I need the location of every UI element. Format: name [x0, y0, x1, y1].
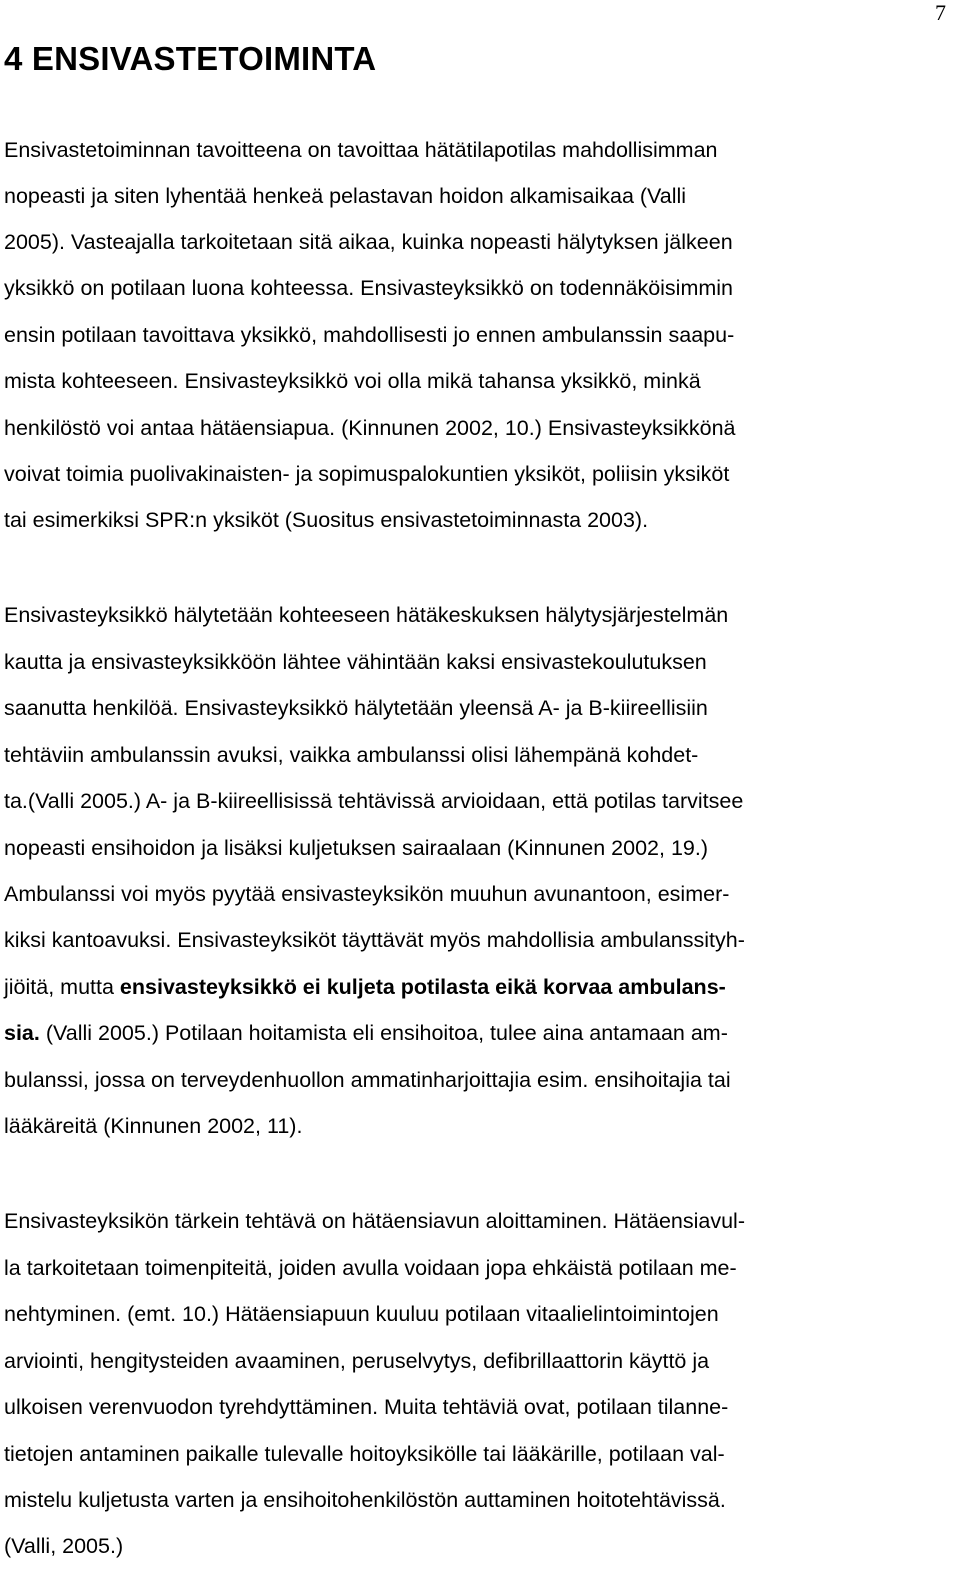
text-segment: tehtäviin ambulanssin avuksi, vaikka ambulanssi olisi lähempänä kohdet- — [4, 743, 699, 767]
text-line — [4, 232, 733, 254]
text-line — [4, 884, 729, 906]
text-segment: nopeasti ja siten lyhentää henkeä pelastavan hoidon alkamisaikaa (Valli — [4, 184, 687, 208]
text-line — [4, 510, 648, 532]
text-line — [4, 1444, 725, 1466]
text-segment: la tarkoitetaan toimenpiteitä, joiden avulla voidaan jopa ehkäistä potilaan me- — [4, 1256, 737, 1280]
text-segment: nehtyminen. (emt. 10.) Hätäensiapuun kuuluu potilaan vitaalielintoimintojen — [4, 1302, 719, 1326]
text-line — [4, 930, 745, 952]
text-line — [4, 1351, 709, 1373]
text-line — [4, 698, 708, 720]
text-segment: kiksi kantoavuksi. Ensivasteyksiköt täyttävät myös mahdollisia ambulanssityh- — [4, 928, 745, 952]
text-segment: tai esimerkiksi SPR:n yksiköt (Suositus ensivastetoiminnasta 2003). — [4, 508, 649, 532]
text-line — [4, 371, 701, 393]
text-line — [4, 1116, 302, 1138]
text-segment: kautta ja ensivasteyksikköön lähtee vähintään kaksi ensivastekoulutuksen — [4, 650, 707, 674]
text-segment: yksikkö on potilaan luona kohteessa. Ensivasteyksikkö on todennäköisimmin — [4, 276, 734, 300]
text-segment: jiöitä, mutta — [4, 975, 120, 999]
text-segment: bulanssi, jossa on terveydenhuollon ammatinharjoittajia esim. ensihoitajia tai — [4, 1068, 731, 1092]
text-line — [4, 278, 733, 300]
text-line — [4, 140, 718, 162]
text-line — [4, 1023, 728, 1045]
text-line — [4, 186, 686, 208]
text-segment: Ensivasteyksikkö hälytetään kohteeseen hätäkeskuksen hälytysjärjestelmän — [4, 603, 729, 627]
text-segment: ulkoisen verenvuodon tyrehdyttäminen. Muita tehtäviä ovat, potilaan tilanne- — [4, 1395, 729, 1419]
text-segment: (Valli, 2005.) — [4, 1534, 124, 1558]
bold-text: ensivasteyksikkö ei kuljeta potilasta eikä korvaa ambulans- — [119, 975, 726, 999]
text-line — [4, 1258, 737, 1280]
text-segment: mista kohteeseen. Ensivasteyksikkö voi olla mikä tahansa yksikkö, minkä — [4, 369, 701, 393]
text-line — [4, 1536, 123, 1558]
text-segment: arviointi, hengitysteiden avaaminen, peruselvytys, defibrillaattorin käyttö ja — [4, 1349, 710, 1373]
text-segment: ensin potilaan tavoittava yksikkö, mahdollisesti jo ennen ambulanssin saapu- — [4, 323, 735, 347]
text-line — [4, 1490, 726, 1512]
page-number: 7 — [935, 0, 946, 25]
text-line — [4, 325, 734, 347]
text-segment: voivat toimia puolivakinaisten- ja sopimuspalokuntien yksiköt, poliisin yksiköt — [4, 462, 730, 486]
text-segment: mistelu kuljetusta varten ja ensihoitohenkilöstön auttaminen hoitotehtävissä. — [4, 1488, 726, 1512]
text-segment: ta.(Valli 2005.) A- ja B-kiireellisissä tehtävissä arvioidaan, että potilas tarvitsee — [4, 789, 744, 813]
text-line — [4, 977, 726, 999]
text-line — [4, 464, 729, 486]
text-line — [4, 1397, 728, 1419]
text-segment: lääkäreitä (Kinnunen 2002, 11). — [4, 1114, 303, 1138]
text-line — [4, 791, 743, 813]
text-segment: Ensivasteyksikön tärkein tehtävä on hätäensiavun aloittaminen. Hätäensiavul- — [4, 1209, 745, 1233]
bold-text: sia. — [4, 1021, 40, 1045]
text-line — [4, 1211, 745, 1233]
text-segment: Ambulanssi voi myös pyytää ensivasteyksikön muuhun avunantoon, esimer- — [4, 882, 730, 906]
text-line — [4, 1070, 731, 1092]
text-segment: henkilöstö voi antaa hätäensiapua. (Kinnunen 2002, 10.) Ensivasteyksikkönä — [4, 416, 736, 440]
text-line — [4, 745, 698, 767]
text-line — [4, 605, 728, 627]
text-segment: tietojen antaminen paikalle tulevalle hoitoyksikölle tai lääkärille, potilaan val- — [4, 1442, 725, 1466]
text-segment: saanutta henkilöä. Ensivasteyksikkö hälytetään yleensä A- ja B-kiireellisiin — [4, 696, 708, 720]
text-line — [4, 1304, 719, 1326]
section-heading: 4 ENSIVASTETOIMINTA — [4, 40, 377, 77]
text-line — [4, 838, 708, 860]
text-segment: 2005). Vasteajalla tarkoitetaan sitä aikaa, kuinka nopeasti hälytyksen jälkeen — [4, 230, 733, 254]
text-line — [4, 652, 707, 674]
text-segment: nopeasti ensihoidon ja lisäksi kuljetuksen sairaalaan (Kinnunen 2002, 19.) — [4, 836, 708, 860]
text-segment: Ensivastetoiminnan tavoitteena on tavoittaa hätätilapotilas mahdollisimman — [4, 138, 718, 162]
text-segment: (Valli 2005.) Potilaan hoitamista eli ensihoitoa, tulee aina antamaan am- — [39, 1021, 728, 1045]
text-line — [4, 418, 735, 440]
